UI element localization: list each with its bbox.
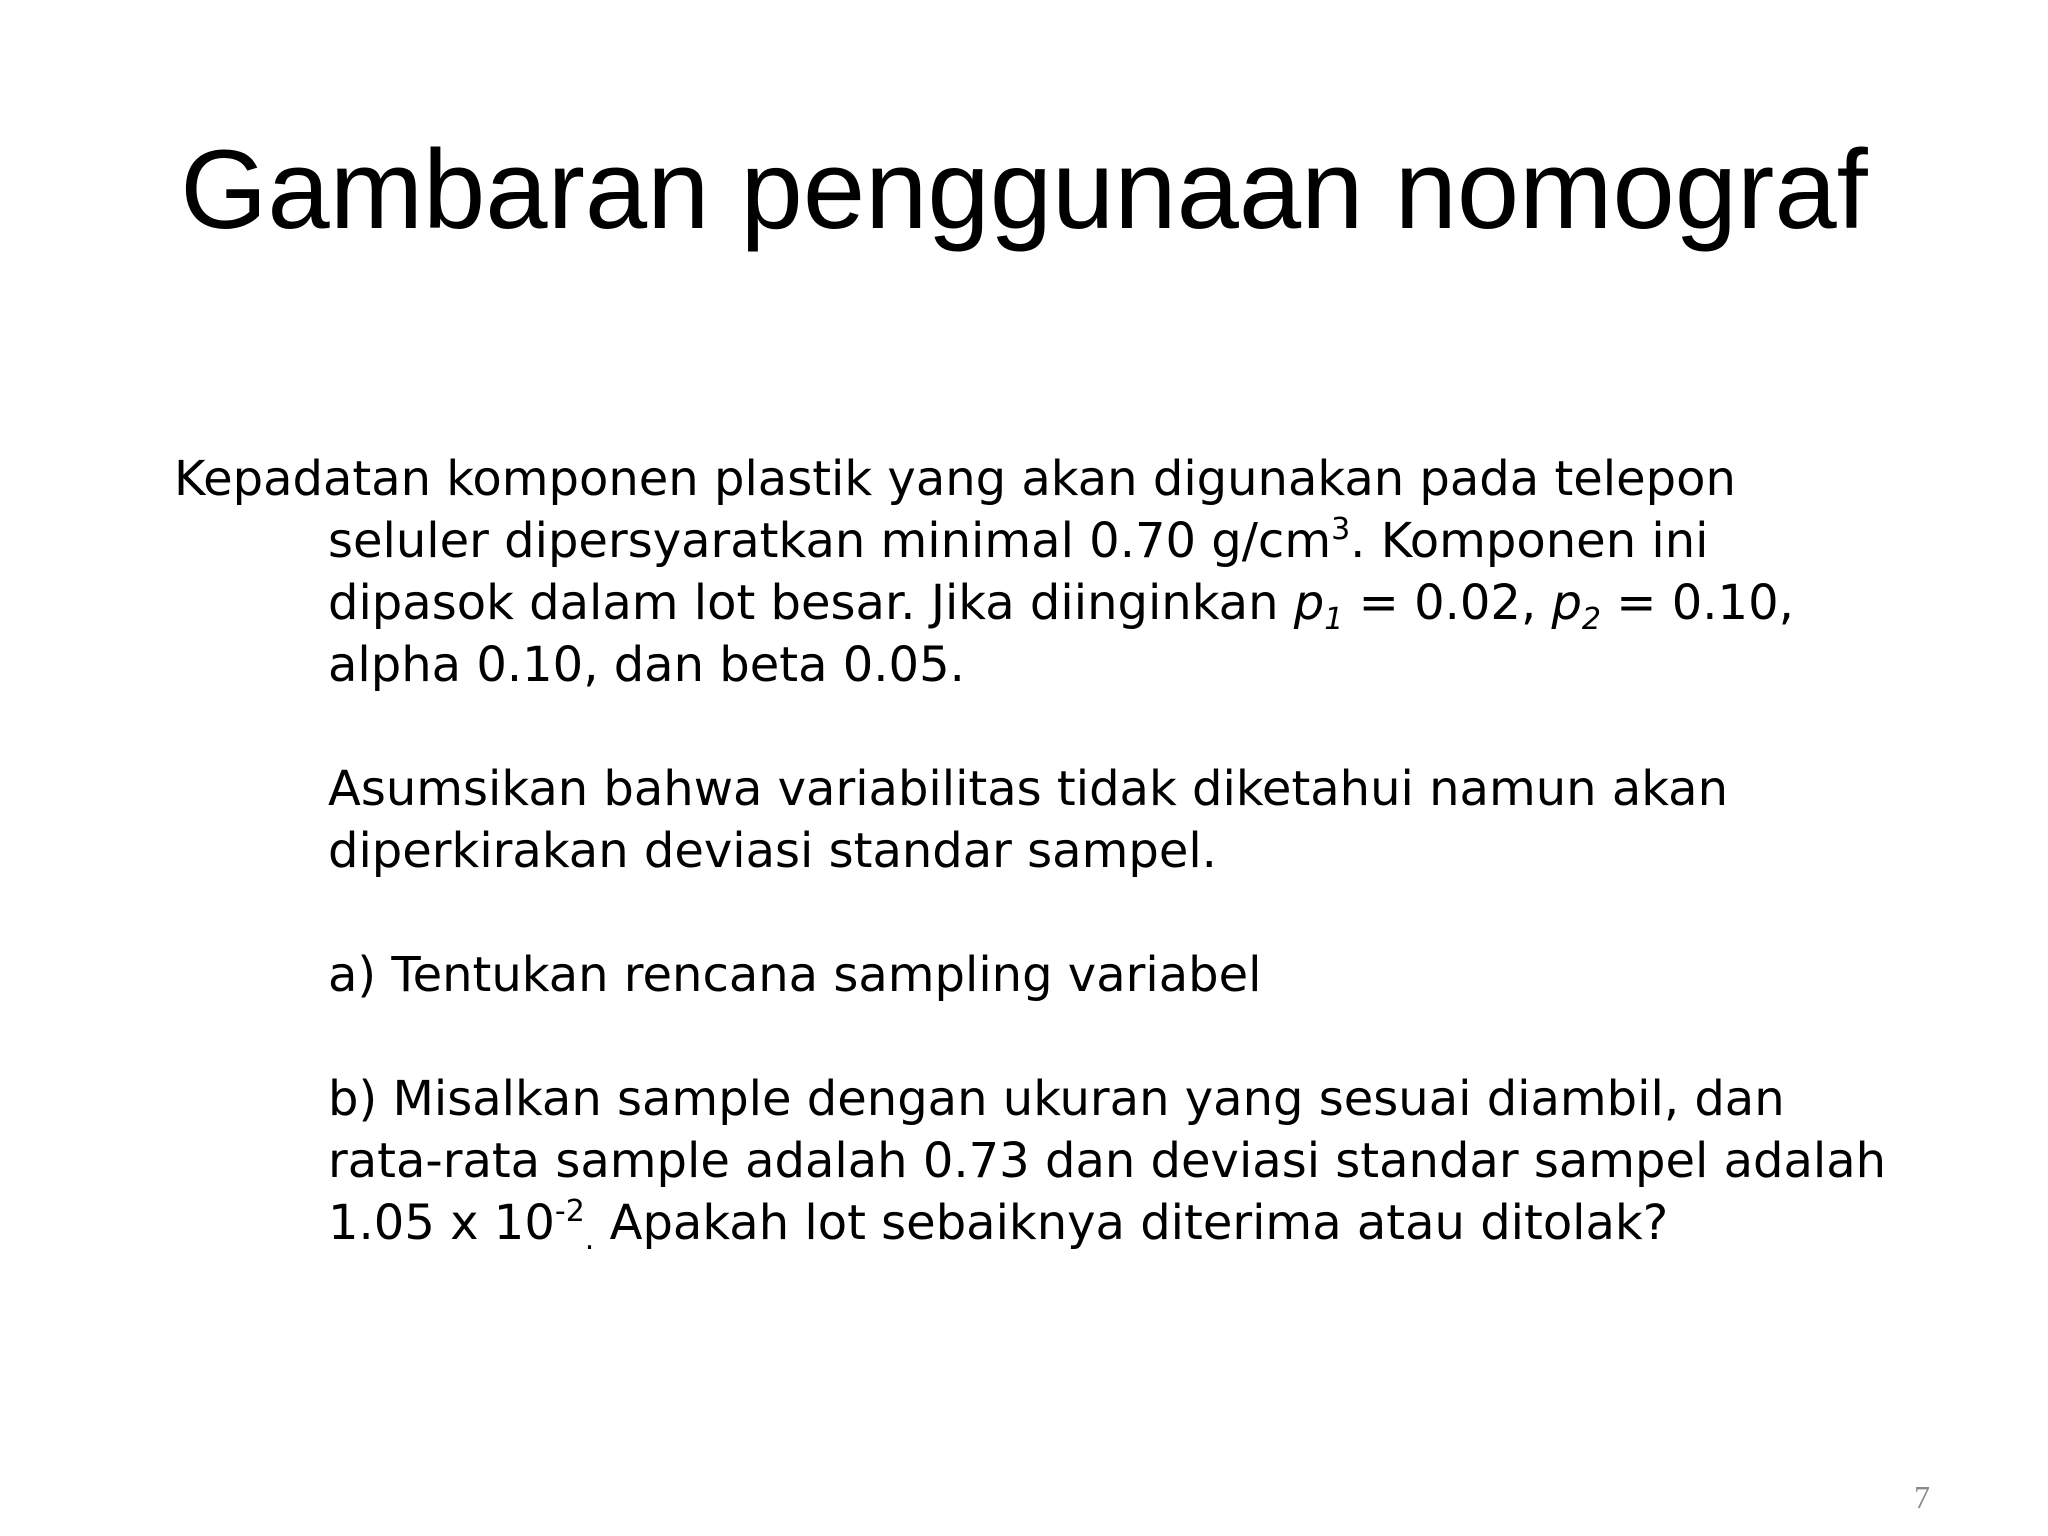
problem-statement (174, 448, 1894, 696)
spacer (174, 1006, 1894, 1068)
question-b-text-a: b) Misalkan sample dengan ukuran yang sesuai diambil, dan rata-rata sample adalah 0.73 dan deviasi standar sampel adalah 1.05 x 10 (328, 1071, 1887, 1251)
slide-title: Gambaran penggunaan nomograf (180, 127, 1868, 252)
exponent-superscript: -2 (554, 1194, 585, 1229)
p1-subscript: 1 (1324, 602, 1344, 637)
spacer (174, 882, 1894, 944)
p1-variable: p (1293, 575, 1325, 631)
page-number: 7 (1914, 1479, 1930, 1515)
problem-text-c: = 0.02, (1343, 575, 1552, 631)
spacer (174, 696, 1894, 758)
problem-text-d: = 0.10, alpha 0.10, dan beta 0.05. (328, 575, 1794, 693)
subscript-dot: . (584, 1222, 595, 1257)
question-a: a) Tentukan rencana sampling variabel (328, 947, 1262, 1003)
assumption-paragraph: Asumsikan bahwa variabilitas tidak diketahui namun akan diperkirakan deviasi standar sampel. (328, 761, 1729, 879)
problem-text-a: Kepadatan komponen plastik yang akan digunakan pada telepon seluler dipersyaratkan minimal 0.70 g/cm (174, 451, 1736, 569)
slide-body (174, 448, 1894, 1257)
problem-text-b: . Komponen ini dipasok dalam lot besar. Jika diinginkan (328, 513, 1709, 631)
question-b (174, 1068, 1894, 1257)
p2-subscript: 2 (1581, 602, 1602, 637)
p2-variable: p (1551, 575, 1582, 631)
question-b-text-b: Apakah lot sebaiknya diterima atau ditolak? (594, 1195, 1669, 1251)
cube-superscript: 3 (1331, 512, 1351, 547)
